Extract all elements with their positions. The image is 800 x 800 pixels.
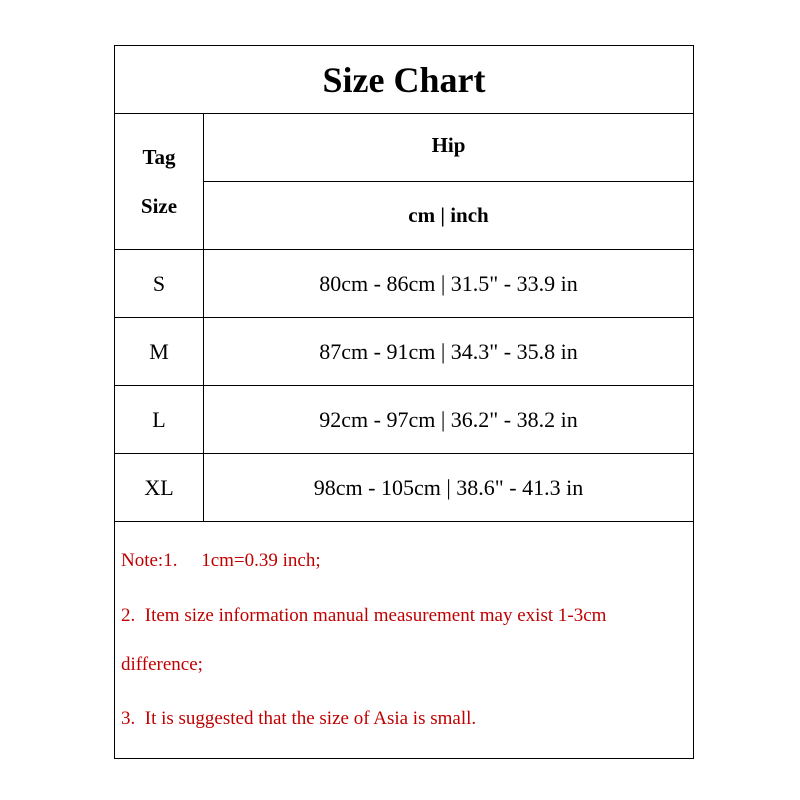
size-cell: S: [115, 250, 204, 317]
notes-section: [115, 522, 693, 758]
table-row: [115, 250, 693, 318]
size-cell: M: [115, 318, 204, 385]
size-chart-table: [114, 45, 694, 759]
size-cell: XL: [115, 454, 204, 521]
size-cell: L: [115, 386, 204, 453]
note-line-4: 3. It is suggested that the size of Asia is small.: [121, 708, 477, 729]
hip-range-cell: 87cm - 91cm | 34.3" - 35.8 in: [319, 338, 578, 364]
table-row: [115, 386, 693, 454]
tag-size-label-line2: Size: [140, 193, 178, 218]
table-row: [115, 454, 693, 522]
tag-size-header: [115, 114, 204, 250]
unit-header: cm | inch: [204, 182, 693, 250]
hip-range-cell: 92cm - 97cm | 36.2" - 38.2 in: [319, 406, 578, 432]
note-line-1: Note:1. 1cm=0.39 inch;: [121, 550, 321, 571]
note-line-3: difference;: [121, 654, 203, 675]
chart-title: Size Chart: [115, 46, 693, 114]
hip-range-cell: 80cm - 86cm | 31.5" - 33.9 in: [319, 270, 578, 296]
tag-size-label-line1: Tag: [142, 144, 176, 169]
note-line-2: 2. Item size information manual measurement may exist 1-3cm: [121, 605, 607, 626]
hip-header: Hip: [204, 114, 693, 182]
table-row: [115, 318, 693, 386]
hip-range-cell: 98cm - 105cm | 38.6" - 41.3 in: [313, 474, 584, 500]
